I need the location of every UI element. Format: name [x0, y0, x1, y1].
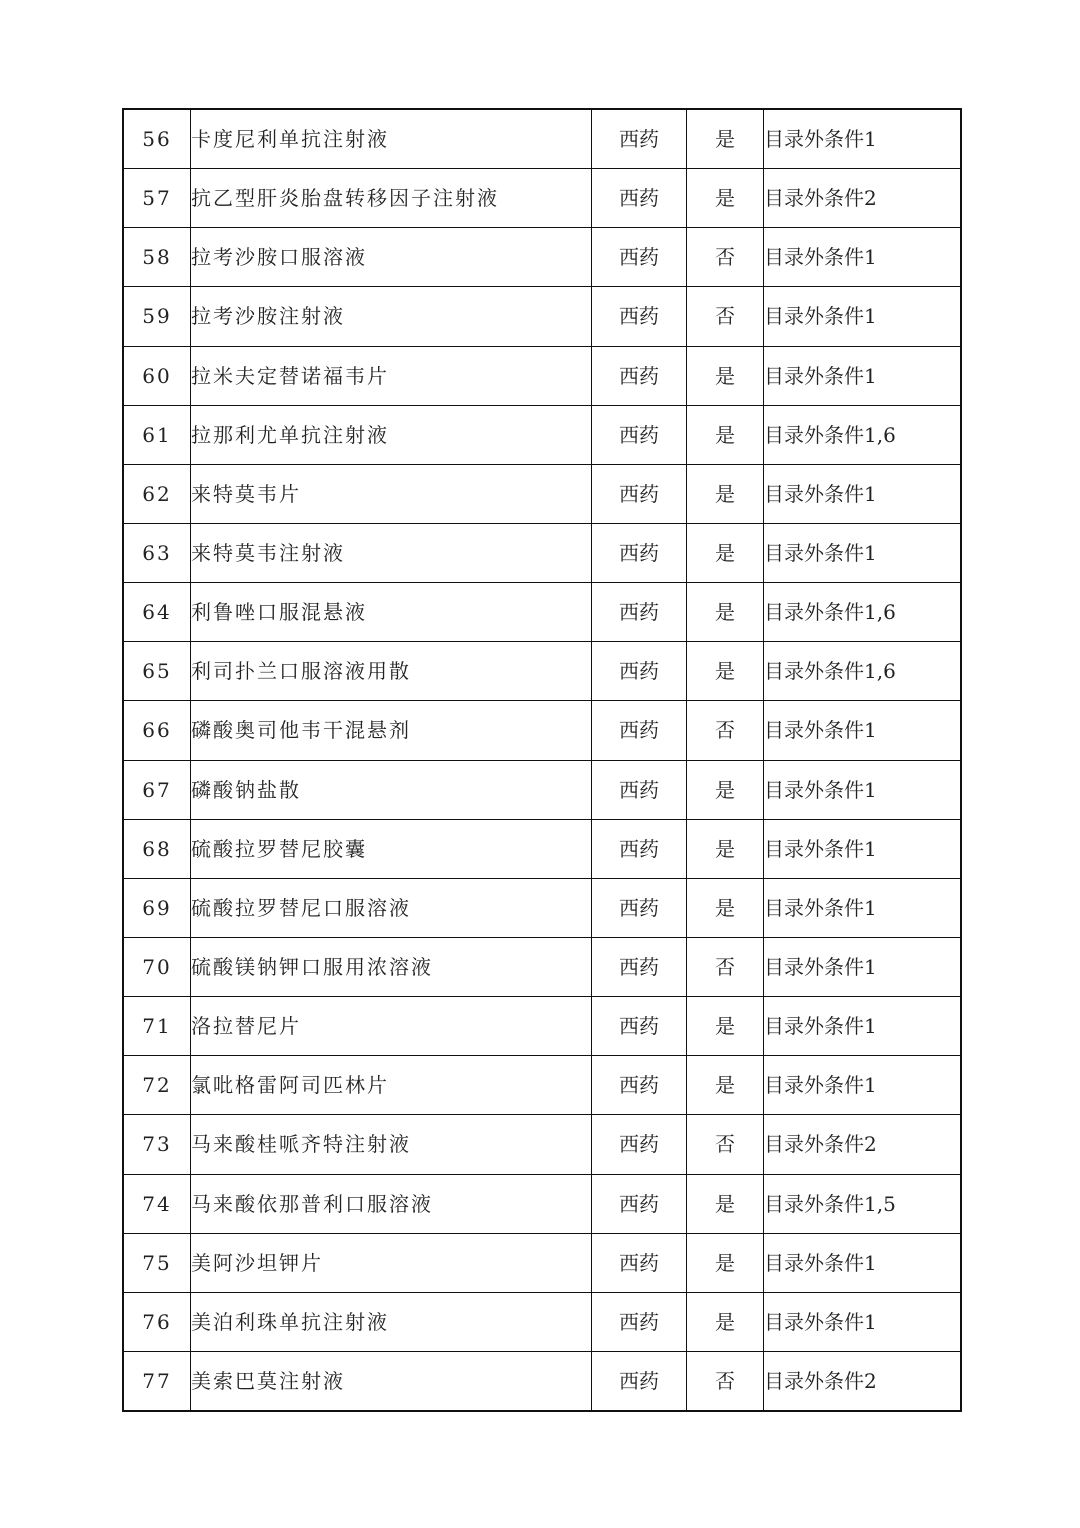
drug-name: 来特莫韦片 [191, 464, 592, 523]
negotiation-flag: 是 [687, 405, 764, 464]
row-number: 71 [123, 997, 191, 1056]
drug-name: 氯吡格雷阿司匹林片 [191, 1056, 592, 1115]
drug-type: 西药 [592, 523, 687, 582]
drug-type: 西药 [592, 878, 687, 937]
negotiation-flag: 否 [687, 1115, 764, 1174]
negotiation-flag: 否 [687, 228, 764, 287]
negotiation-flag: 是 [687, 997, 764, 1056]
negotiation-flag: 是 [687, 1056, 764, 1115]
table-row [123, 642, 961, 701]
drug-name: 硫酸镁钠钾口服用浓溶液 [191, 937, 592, 996]
row-number: 77 [123, 1351, 191, 1411]
table-body [123, 109, 961, 1411]
condition: 目录外条件1 [764, 464, 962, 523]
drug-type: 西药 [592, 346, 687, 405]
table-row [123, 997, 961, 1056]
row-number: 59 [123, 287, 191, 346]
drug-list-table [122, 108, 962, 1412]
drug-type: 西药 [592, 642, 687, 701]
row-number: 65 [123, 642, 191, 701]
row-number: 68 [123, 819, 191, 878]
negotiation-flag: 是 [687, 169, 764, 228]
condition: 目录外条件1 [764, 287, 962, 346]
drug-type: 西药 [592, 287, 687, 346]
row-number: 69 [123, 878, 191, 937]
negotiation-flag: 否 [687, 287, 764, 346]
table-row [123, 109, 961, 169]
condition: 目录外条件1 [764, 109, 962, 169]
table-row [123, 346, 961, 405]
drug-type: 西药 [592, 1233, 687, 1292]
drug-name: 洛拉替尼片 [191, 997, 592, 1056]
negotiation-flag: 是 [687, 1292, 764, 1351]
table-row [123, 1056, 961, 1115]
drug-name: 拉考沙胺注射液 [191, 287, 592, 346]
drug-name: 拉米夫定替诺福韦片 [191, 346, 592, 405]
table-row [123, 1174, 961, 1233]
negotiation-flag: 是 [687, 642, 764, 701]
drug-type: 西药 [592, 701, 687, 760]
condition: 目录外条件1,6 [764, 405, 962, 464]
row-number: 63 [123, 523, 191, 582]
drug-name: 利司扑兰口服溶液用散 [191, 642, 592, 701]
drug-name: 马来酸桂哌齐特注射液 [191, 1115, 592, 1174]
condition: 目录外条件1 [764, 228, 962, 287]
table-row [123, 819, 961, 878]
negotiation-flag: 否 [687, 937, 764, 996]
row-number: 70 [123, 937, 191, 996]
drug-type: 西药 [592, 1115, 687, 1174]
negotiation-flag: 是 [687, 760, 764, 819]
condition: 目录外条件1 [764, 1292, 962, 1351]
table-row [123, 1233, 961, 1292]
drug-name: 抗乙型肝炎胎盘转移因子注射液 [191, 169, 592, 228]
table-row [123, 583, 961, 642]
table-row [123, 228, 961, 287]
condition: 目录外条件2 [764, 1115, 962, 1174]
condition: 目录外条件1 [764, 1056, 962, 1115]
drug-name: 卡度尼利单抗注射液 [191, 109, 592, 169]
table-row [123, 405, 961, 464]
table-row [123, 523, 961, 582]
drug-type: 西药 [592, 1292, 687, 1351]
row-number: 74 [123, 1174, 191, 1233]
condition: 目录外条件1 [764, 523, 962, 582]
drug-name: 美索巴莫注射液 [191, 1351, 592, 1411]
drug-type: 西药 [592, 760, 687, 819]
row-number: 58 [123, 228, 191, 287]
drug-name: 马来酸依那普利口服溶液 [191, 1174, 592, 1233]
table-row [123, 1351, 961, 1411]
drug-type: 西药 [592, 997, 687, 1056]
table-row [123, 1292, 961, 1351]
drug-type: 西药 [592, 1351, 687, 1411]
condition: 目录外条件1 [764, 760, 962, 819]
drug-type: 西药 [592, 1174, 687, 1233]
row-number: 56 [123, 109, 191, 169]
condition: 目录外条件1,5 [764, 1174, 962, 1233]
negotiation-flag: 是 [687, 109, 764, 169]
negotiation-flag: 是 [687, 346, 764, 405]
negotiation-flag: 是 [687, 464, 764, 523]
negotiation-flag: 是 [687, 583, 764, 642]
table-row [123, 169, 961, 228]
condition: 目录外条件2 [764, 1351, 962, 1411]
drug-name: 硫酸拉罗替尼口服溶液 [191, 878, 592, 937]
drug-name: 拉考沙胺口服溶液 [191, 228, 592, 287]
row-number: 67 [123, 760, 191, 819]
negotiation-flag: 是 [687, 1233, 764, 1292]
condition: 目录外条件1,6 [764, 583, 962, 642]
condition: 目录外条件1,6 [764, 642, 962, 701]
negotiation-flag: 是 [687, 878, 764, 937]
condition: 目录外条件1 [764, 701, 962, 760]
row-number: 75 [123, 1233, 191, 1292]
condition: 目录外条件1 [764, 937, 962, 996]
row-number: 57 [123, 169, 191, 228]
drug-type: 西药 [592, 405, 687, 464]
condition: 目录外条件1 [764, 346, 962, 405]
drug-type: 西药 [592, 1056, 687, 1115]
row-number: 66 [123, 701, 191, 760]
row-number: 62 [123, 464, 191, 523]
row-number: 76 [123, 1292, 191, 1351]
drug-name: 美泊利珠单抗注射液 [191, 1292, 592, 1351]
negotiation-flag: 是 [687, 1174, 764, 1233]
negotiation-flag: 是 [687, 523, 764, 582]
condition: 目录外条件1 [764, 878, 962, 937]
row-number: 64 [123, 583, 191, 642]
drug-type: 西药 [592, 583, 687, 642]
negotiation-flag: 否 [687, 1351, 764, 1411]
drug-type: 西药 [592, 169, 687, 228]
drug-type: 西药 [592, 109, 687, 169]
drug-name: 来特莫韦注射液 [191, 523, 592, 582]
condition: 目录外条件2 [764, 169, 962, 228]
drug-name: 拉那利尤单抗注射液 [191, 405, 592, 464]
condition: 目录外条件1 [764, 1233, 962, 1292]
row-number: 72 [123, 1056, 191, 1115]
table-row [123, 878, 961, 937]
drug-type: 西药 [592, 937, 687, 996]
drug-name: 利鲁唑口服混悬液 [191, 583, 592, 642]
drug-type: 西药 [592, 819, 687, 878]
table-row [123, 760, 961, 819]
table-row [123, 1115, 961, 1174]
row-number: 60 [123, 346, 191, 405]
table-row [123, 464, 961, 523]
negotiation-flag: 否 [687, 701, 764, 760]
table-row [123, 701, 961, 760]
negotiation-flag: 是 [687, 819, 764, 878]
table-row [123, 937, 961, 996]
table-row [123, 287, 961, 346]
drug-type: 西药 [592, 228, 687, 287]
drug-name: 磷酸奥司他韦干混悬剂 [191, 701, 592, 760]
row-number: 61 [123, 405, 191, 464]
condition: 目录外条件1 [764, 819, 962, 878]
drug-name: 磷酸钠盐散 [191, 760, 592, 819]
condition: 目录外条件1 [764, 997, 962, 1056]
row-number: 73 [123, 1115, 191, 1174]
drug-name: 硫酸拉罗替尼胶囊 [191, 819, 592, 878]
drug-name: 美阿沙坦钾片 [191, 1233, 592, 1292]
drug-type: 西药 [592, 464, 687, 523]
